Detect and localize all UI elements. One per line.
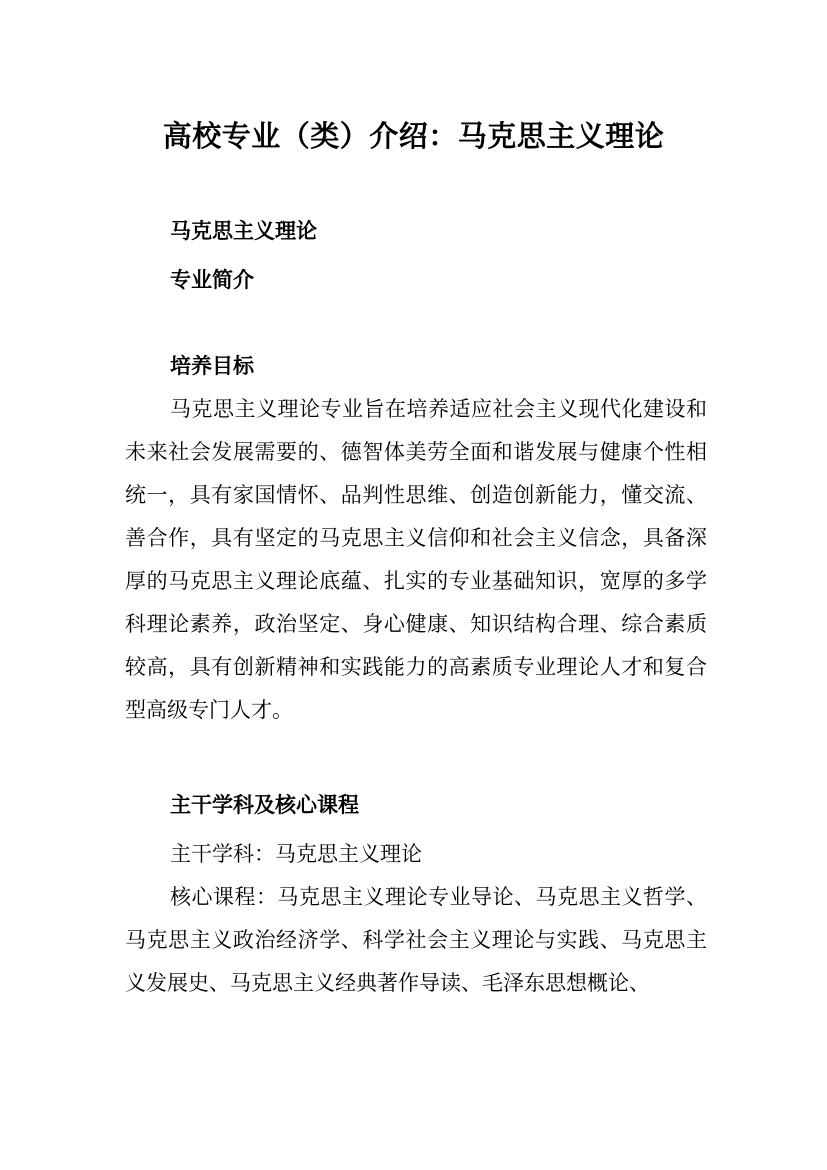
- intro-heading: 专业简介: [170, 268, 254, 292]
- goal-paragraph: 马克思主义理论专业旨在培养适应社会主义现代化建设和未来社会发展需要的、德智体美劳全面和谐发展与健康个性相统一，具有家国情怀、品判性思维、创造创新能力，懂交流、善合作，具有坚定的马克思主义信仰和社会主义信念，具备深厚的马克思主义理论底蕴、扎实的专业基础知识，宽厚的多学科理论素养，政治坚定、身心健康、知识结构合理、综合素质较高，具有创新精神和实践能力的高素质专业理论人才和复合型高级专门人才。: [125, 397, 707, 722]
- goal-heading: 培养目标: [170, 354, 254, 378]
- subjects-heading: 主干学科及核心课程: [170, 793, 359, 817]
- core-courses-paragraph: 核心课程：马克思主义理论专业导论、马克思主义哲学、马克思主义政治经济学、科学社会主义理论与实践、马克思主义发展史、马克思主义经典著作导读、毛泽东思想概论、: [125, 885, 707, 995]
- document-title: 高校专业（类）介绍：马克思主义理论: [162, 119, 665, 153]
- major-name-heading: 马克思主义理论: [170, 219, 317, 243]
- main-subject-line: 主干学科：马克思主义理论: [170, 842, 422, 866]
